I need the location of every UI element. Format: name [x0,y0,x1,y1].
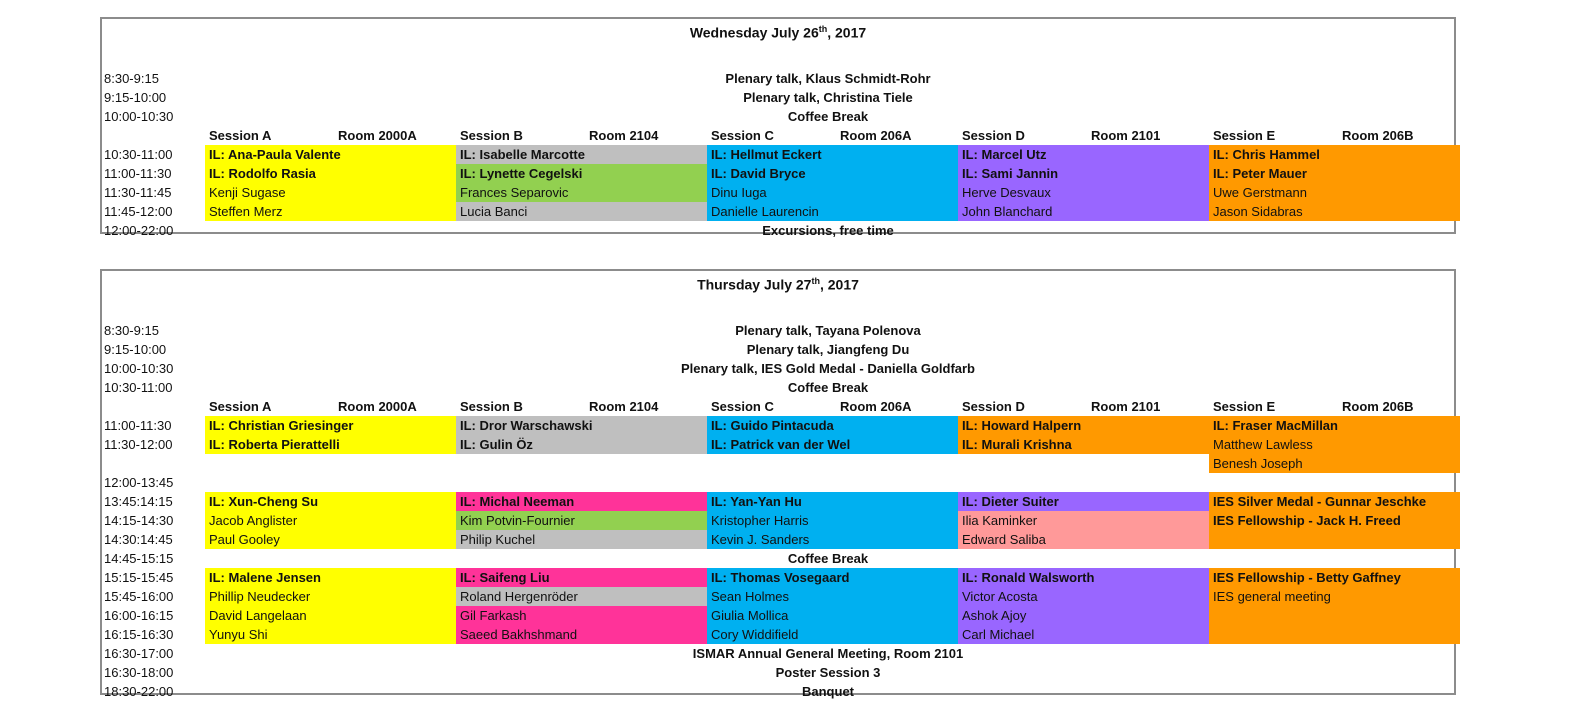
talk-cell: IL: Sami Jannin [958,164,1209,183]
time-slot: 11:30-12:00 [104,437,173,452]
schedule-row [102,492,1454,511]
schedule-row [102,663,1454,682]
schedule-row [102,416,1454,435]
time-slot: 16:30-17:00 [104,646,174,661]
talk-cell: IL: Christian Griesinger [205,416,456,435]
talk-cell [1209,625,1460,644]
session-room: Room 2000A [338,128,417,143]
wednesday-schedule-table [100,17,1456,238]
talk-cell [1209,530,1460,549]
time-slot: 9:15-10:00 [104,342,167,357]
session-name: Session E [1213,128,1276,143]
session-room: Room 2104 [589,399,659,414]
talk-cell: Gil Farkash [456,606,707,625]
talk-cell: IL: Rodolfo Rasia [205,164,456,183]
talk-cell: Danielle Laurencin [707,202,958,221]
session-name: Session B [460,128,523,143]
talk-cell: IL: Patrick van der Wel [707,435,958,454]
day-title-tail: , 2017 [827,24,867,41]
talk-cell: Dinu Iuga [707,183,958,202]
talk-cell: Kim Potvin-Fournier [456,511,707,530]
talk-cell: IL: Saifeng Liu [456,568,707,587]
talk-cell [707,454,958,473]
schedule-row [102,435,1454,454]
talk-cell: Benesh Joseph [1209,454,1460,473]
plenary-item: Coffee Break [787,380,869,395]
plenary-item: Plenary talk, Tayana Polenova [735,323,921,338]
time-slot: 10:30-11:00 [104,147,173,162]
day-title [102,276,1454,293]
plenary-item: Plenary talk, Jiangfeng Du [746,342,910,357]
talk-cell: Lucia Banci [456,202,707,221]
talk-cell: IL: Murali Krishna [958,435,1209,454]
time-slot: 11:45-12:00 [104,204,173,219]
talk-cell: Kristopher Harris [707,511,958,530]
talk-cell: Edward Saliba [958,530,1209,549]
plenary-item: Banquet [802,684,854,699]
session-room: Room 2101 [1091,399,1161,414]
time-slot: 16:30-18:00 [104,665,174,680]
day-title-sup: th [811,276,820,286]
talk-cell: Matthew Lawless [1209,435,1460,454]
time-slot: 14:45-15:15 [104,551,174,566]
schedule-row [102,321,1454,340]
talk-cell [958,454,1209,473]
talk-cell: IES general meeting [1209,587,1460,606]
talk-cell: Philip Kuchel [456,530,707,549]
session-name: Session B [460,399,523,414]
time-slot: 12:00-22:00 [104,223,174,238]
session-room: Room 2104 [589,128,659,143]
time-slot: 10:00-10:30 [104,361,174,376]
talk-cell: Paul Gooley [205,530,456,549]
session-name: Session A [209,399,272,414]
schedule-row [102,107,1454,126]
schedule-row [102,568,1454,587]
schedule-row [102,549,1454,568]
talk-cell: Roland Hergenröder [456,587,707,606]
talk-cell: IL: Peter Mauer [1209,164,1460,183]
talk-cell: Ilia Kaminker [958,511,1209,530]
talk-cell: John Blanchard [958,202,1209,221]
plenary-item: Poster Session 3 [775,665,881,680]
day-title [102,24,1454,41]
time-slot: 11:00-11:30 [104,418,172,433]
talk-cell: Kevin J. Sanders [707,530,958,549]
time-slot: 9:15-10:00 [104,90,167,105]
talk-cell: IL: Yan-Yan Hu [707,492,958,511]
talk-cell: IES Fellowship - Betty Gaffney [1209,568,1460,587]
schedule-row [102,145,1454,164]
talk-cell: IL: Hellmut Eckert [707,145,958,164]
talk-cell: IL: Dieter Suiter [958,492,1209,511]
time-slot: 8:30-9:15 [104,323,159,338]
talk-cell: Jacob Anglister [205,511,456,530]
talk-cell: Victor Acosta [958,587,1209,606]
talk-cell: IL: Ana-Paula Valente [205,145,456,164]
session-room: Room 206A [840,128,912,143]
session-name: Session D [962,128,1025,143]
talk-cell [456,454,707,473]
plenary-item: ISMAR Annual General Meeting, Room 2101 [692,646,964,661]
talk-cell: IL: Michal Neeman [456,492,707,511]
schedule-row [102,126,1454,145]
time-slot: 12:00-13:45 [104,475,174,490]
schedule-row [102,88,1454,107]
schedule-row [102,221,1454,240]
session-name: Session C [711,399,774,414]
talk-cell: IL: Fraser MacMillan [1209,416,1460,435]
plenary-item: Plenary talk, Christina Tiele [743,90,913,105]
schedule-row [102,682,1454,701]
schedule-row [102,454,1454,473]
session-name: Session E [1213,399,1276,414]
time-slot: 18:30-22:00 [104,684,174,699]
plenary-item: Excursions, free time [762,223,894,238]
session-room: Room 206B [1342,399,1414,414]
day-title-main: Wednesday July 26 [689,24,819,41]
talk-cell: Kenji Sugase [205,183,456,202]
talk-cell: Frances Separovic [456,183,707,202]
talk-cell: IL: David Bryce [707,164,958,183]
schedule-row [102,625,1454,644]
day-title-main: Thursday July 27 [697,276,812,293]
talk-cell: Saeed Bakhshmand [456,625,707,644]
session-name: Session C [711,128,774,143]
day-title-sup: th [818,24,828,34]
talk-cell: David Langelaan [205,606,456,625]
schedule-row [102,530,1454,549]
schedule-row [102,397,1454,416]
time-slot: 10:00-10:30 [104,109,174,124]
time-slot: 14:30:14:45 [104,532,173,547]
talk-cell: Carl Michael [958,625,1209,644]
talk-cell: IL: Thomas Vosegaard [707,568,958,587]
time-slot: 13:45:14:15 [104,494,173,509]
talk-cell [205,454,456,473]
session-name: Session D [962,399,1025,414]
talk-cell: Giulia Mollica [707,606,958,625]
schedule-row [102,202,1454,221]
schedule-row [102,183,1454,202]
talk-cell: Phillip Neudecker [205,587,456,606]
schedule-row [102,340,1454,359]
talk-cell: IL: Gulin Öz [456,435,707,454]
plenary-item: Plenary talk, Klaus Schmidt-Rohr [725,71,931,86]
session-name: Session A [209,128,272,143]
talk-cell: IL: Roberta Pierattelli [205,435,456,454]
schedule-row [102,511,1454,530]
talk-cell: IL: Marcel Utz [958,145,1209,164]
talk-cell: IL: Lynette Cegelski [456,164,707,183]
plenary-item: Coffee Break [787,109,869,124]
session-room: Room 2101 [1091,128,1161,143]
talk-cell: IES Silver Medal - Gunnar Jeschke [1209,492,1460,511]
talk-cell: IL: Ronald Walsworth [958,568,1209,587]
talk-cell [1209,606,1460,625]
time-slot: 16:00-16:15 [104,608,174,623]
schedule-row [102,164,1454,183]
talk-cell: IL: Xun-Cheng Su [205,492,456,511]
time-slot: 16:15-16:30 [104,627,174,642]
talk-cell: IL: Malene Jensen [205,568,456,587]
talk-cell: IL: Chris Hammel [1209,145,1460,164]
schedule-row [102,606,1454,625]
day-title-tail: , 2017 [819,276,859,293]
time-slot: 10:30-11:00 [104,380,173,395]
time-slot: 15:15-15:45 [104,570,174,585]
session-room: Room 206A [840,399,912,414]
time-slot: 14:15-14:30 [104,513,174,528]
schedule-row [102,473,1454,492]
time-slot: 8:30-9:15 [104,71,159,86]
talk-cell: Uwe Gerstmann [1209,183,1460,202]
talk-cell: IES Fellowship - Jack H. Freed [1209,511,1460,530]
talk-cell: IL: Guido Pintacuda [707,416,958,435]
talk-cell: Jason Sidabras [1209,202,1460,221]
talk-cell: IL: Dror Warschawski [456,416,707,435]
time-slot: 15:45-16:00 [104,589,174,604]
talk-cell: Cory Widdifield [707,625,958,644]
talk-cell: IL: Howard Halpern [958,416,1209,435]
schedule-row [102,359,1454,378]
plenary-item: Plenary talk, IES Gold Medal - Daniella Goldfarb [680,361,976,376]
schedule-row [102,644,1454,663]
schedule-row [102,378,1454,397]
plenary-item: Coffee Break [787,551,869,566]
talk-cell: Herve Desvaux [958,183,1209,202]
schedule-row [102,587,1454,606]
time-slot: 11:30-11:45 [104,185,172,200]
talk-cell: Yunyu Shi [205,625,456,644]
talk-cell: Ashok Ajoy [958,606,1209,625]
session-room: Room 2000A [338,399,417,414]
talk-cell: Steffen Merz [205,202,456,221]
time-slot: 11:00-11:30 [104,166,172,181]
talk-cell: Sean Holmes [707,587,958,606]
schedule-row [102,69,1454,88]
talk-cell: IL: Isabelle Marcotte [456,145,707,164]
thursday-schedule-table [100,269,1456,699]
session-room: Room 206B [1342,128,1414,143]
